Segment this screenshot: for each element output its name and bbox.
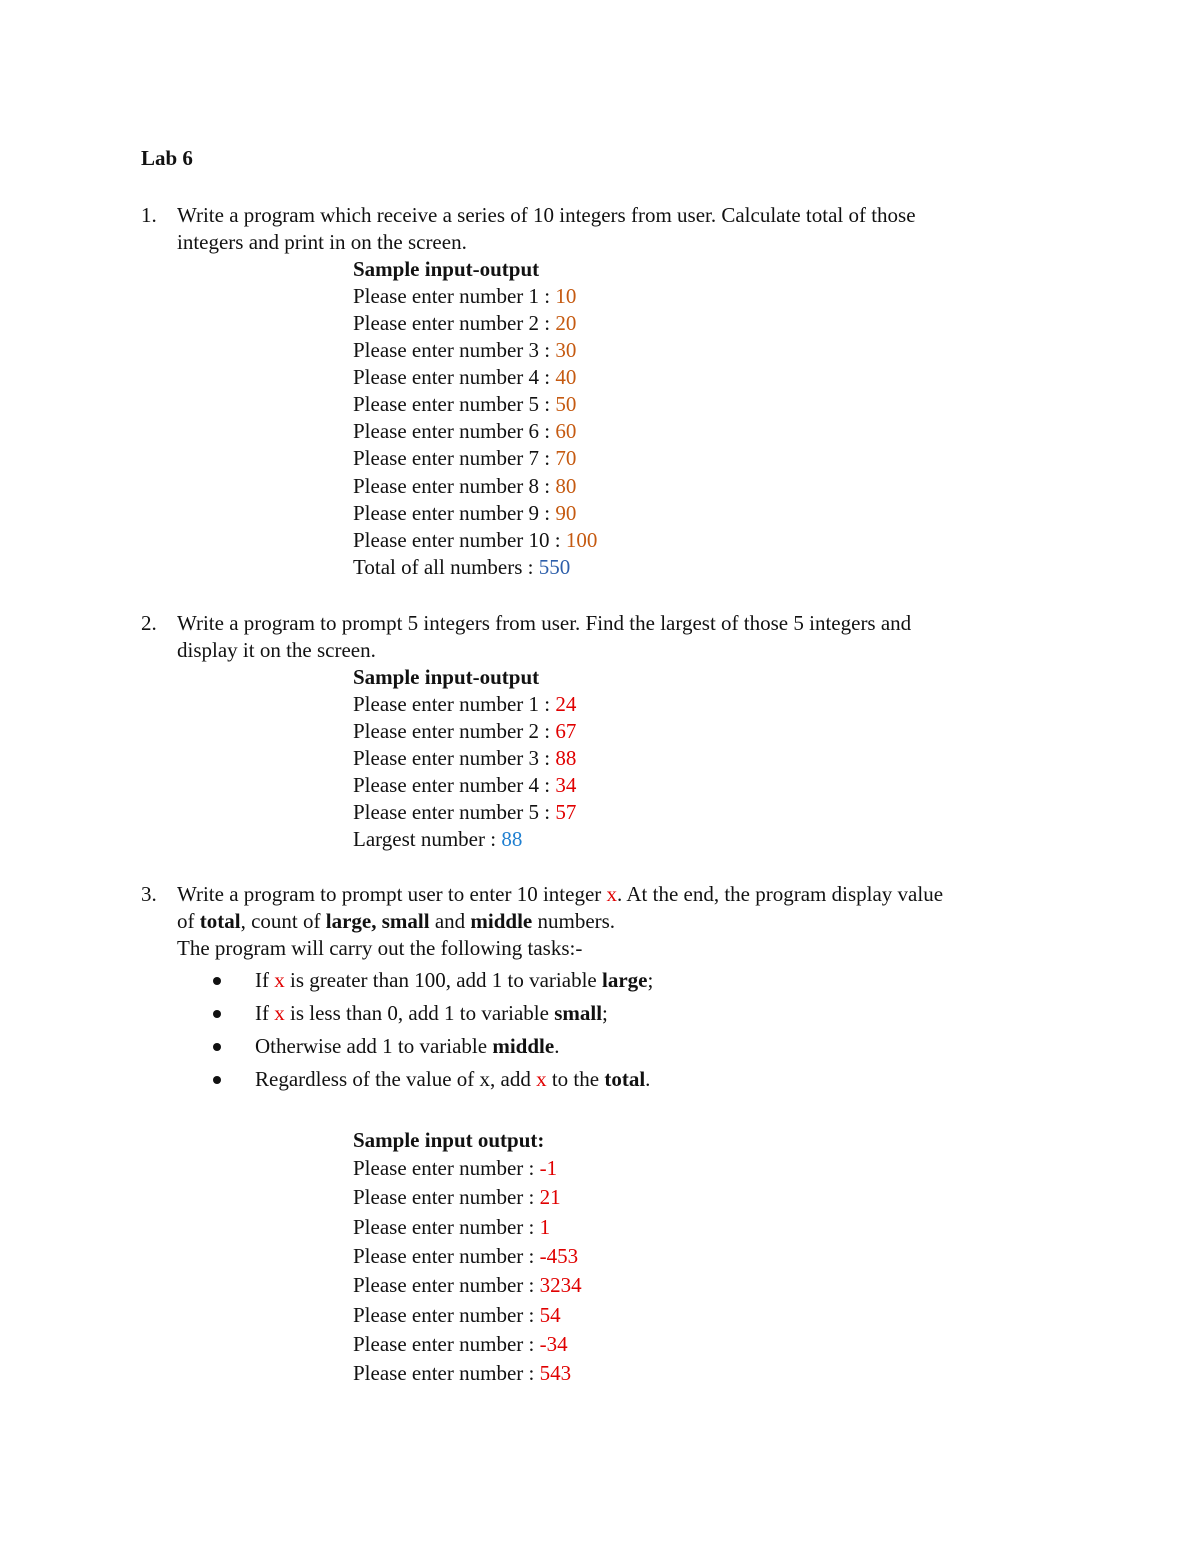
q2-number: 2. [141,611,157,635]
q2-text-line1: Write a program to prompt 5 integers from user. Find the largest of those 5 integers and [177,611,912,635]
q1-sample-row: Please enter number 1 : 10 [353,284,577,308]
q3-sample-heading: Sample input output: [353,1128,545,1152]
q3-bullet: Regardless of the value of x, add x to the total. [255,1067,651,1091]
q3-number: 3. [141,882,157,906]
q3-sample-row: Please enter number : 1 [353,1215,551,1239]
q3-sample-row: Please enter number : 543 [353,1361,572,1385]
q3-sample-row: Please enter number : -453 [353,1244,579,1268]
q1-sample-row: Please enter number 2 : 20 [353,311,577,335]
q1-sample-row: Please enter number 9 : 90 [353,501,577,525]
bullet-icon [213,1043,221,1051]
q1-text-line1: Write a program which receive a series of 10 integers from user. Calculate total of those [177,203,916,227]
q1-sample-row: Please enter number 10 : 100 [353,528,598,552]
q3-text-line1: Write a program to prompt user to enter 10 integer x. At the end, the program display value [177,882,944,906]
q3-sample-row: Please enter number : 3234 [353,1273,582,1297]
q3-text-line2: of total, count of large, small and middle numbers. [177,909,616,933]
q1-sample-row: Please enter number 5 : 50 [353,392,577,416]
bullet-icon [213,1010,221,1018]
q2-sample-row: Please enter number 3 : 88 [353,746,577,770]
q2-sample-row: Please enter number 4 : 34 [353,773,577,797]
q3-bullet: If x is less than 0, add 1 to variable small; [255,1001,608,1025]
q1-sample-heading: Sample input-output [353,257,540,281]
q3-sample-row: Please enter number : 21 [353,1185,561,1209]
q2-sample-heading: Sample input-output [353,665,540,689]
q3-text-line3: The program will carry out the following tasks:- [177,936,583,960]
q3-sample-row: Please enter number : 54 [353,1303,561,1327]
q3-sample-row: Please enter number : -1 [353,1156,558,1180]
q3-bullet: Otherwise add 1 to variable middle. [255,1034,560,1058]
q2-sample-row: Please enter number 5 : 57 [353,800,577,824]
q1-sample-row: Please enter number 4 : 40 [353,365,577,389]
q3-sample-row: Please enter number : -34 [353,1332,568,1356]
q1-sample-row: Please enter number 8 : 80 [353,474,577,498]
q1-number: 1. [141,203,157,227]
bullet-icon [213,1076,221,1084]
q1-total-row: Total of all numbers : 550 [353,555,571,579]
bullet-icon [213,977,221,985]
q1-sample-row: Please enter number 3 : 30 [353,338,577,362]
q1-sample-row: Please enter number 7 : 70 [353,446,577,470]
q2-largest-row: Largest number : 88 [353,827,523,851]
q1-text-line2: integers and print in on the screen. [177,230,467,254]
page-title: Lab 6 [141,146,193,170]
q2-sample-row: Please enter number 2 : 67 [353,719,577,743]
q2-sample-row: Please enter number 1 : 24 [353,692,577,716]
q3-bullet: If x is greater than 100, add 1 to variable large; [255,968,654,992]
q1-sample-row: Please enter number 6 : 60 [353,419,577,443]
q2-text-line2: display it on the screen. [177,638,376,662]
